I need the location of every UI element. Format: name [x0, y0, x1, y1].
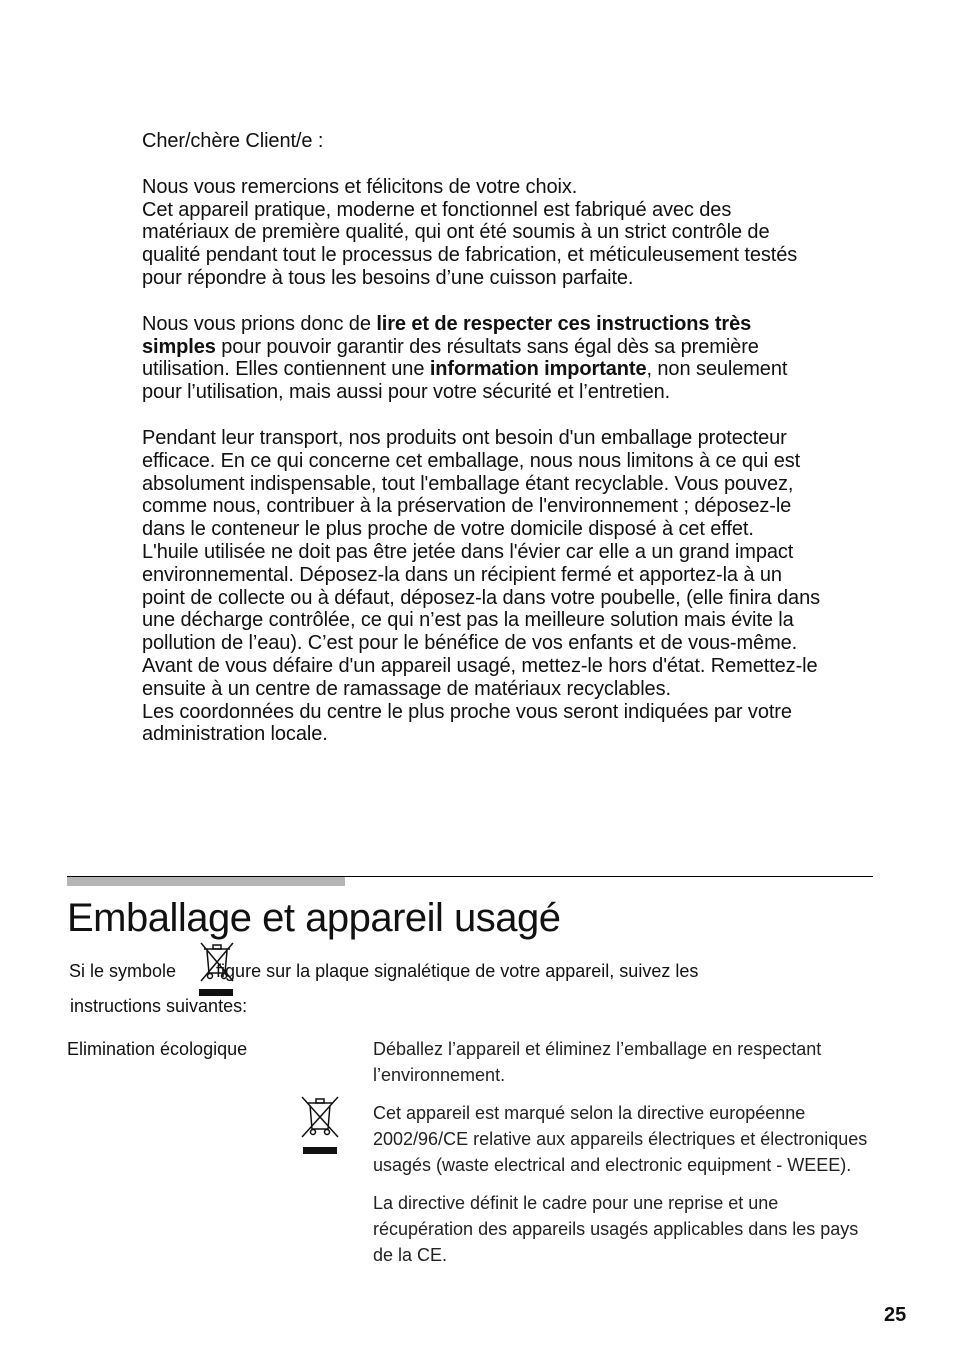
instructions-paragraph: Nous vous prions donc de lire et de respecter ces instructions très simples pour pouvoir garantir des résultats sans égal dès sa première utilisation. Elles contiennent une information importante, non seulement pour l’utilisation, mais aussi pour votre sécurité et l’entretien.: [142, 312, 788, 404]
weee-bin-icon: [300, 1095, 340, 1157]
intro-text: [142, 130, 822, 746]
quality-paragraph: Cet appareil pratique, moderne et fonctionnel est fabriqué avec des matériaux de première qualité, qui ont été soumis à un strict contrôle de qualité pendant tout le processus de fabrication, et méticuleusement testés pour répondre à tous les besoins d’une cuisson parfaite.: [142, 198, 798, 289]
bold-important-info: information importante: [429, 358, 647, 381]
weee-bin-icon: [198, 941, 236, 999]
directive-scope-paragraph: La directive définit le cadre pour une reprise et une récupération des appareils usagés applicables dans les pays de la CE.: [373, 1193, 859, 1265]
symbol-sentence-line2: instructions suivantes:: [70, 996, 248, 1016]
page-number: 25: [884, 1304, 907, 1326]
unpack-paragraph: Déballez l’appareil et éliminez l’emballage en respectant l’environnement.: [373, 1039, 822, 1085]
thanks-line: Nous vous remercions et félicitons de votre choix.: [142, 175, 578, 198]
local-admin-paragraph: Les coordonnées du centre le plus proche vous seront indiquées par votre administration locale.: [142, 700, 792, 746]
greeting: Cher/chère Client/e :: [142, 130, 324, 152]
eco-disposal-label: Elimination écologique: [67, 1039, 248, 1059]
section-title: Emballage et appareil usagé: [67, 896, 561, 940]
section-divider-accent: [67, 877, 345, 886]
weee-directive-paragraph: Cet appareil est marqué selon la directive européenne 2002/96/CE relative aux appareils électriques et électroniques usagés (waste electrical and electronic equipment - WEEE).: [373, 1103, 868, 1175]
symbol-sentence: [69, 958, 869, 984]
eco-disposal-details: [373, 1036, 883, 1280]
bold-read-instructions: lire et de respecter ces instructions très simples: [142, 312, 752, 358]
disposal-paragraph: Avant de vous défaire d'un appareil usagé, mettez-le hors d'état. Remettez-le ensuite à un centre de ramassage de matériaux recyclables.: [142, 654, 818, 700]
symbol-before-text: Si le symbole: [69, 961, 177, 981]
oil-paragraph: L'huile utilisée ne doit pas être jetée dans l'évier car elle a un grand impact environnemental. Déposez-la dans un récipient fermé et apportez-la à un point de collecte ou à défaut, déposez-la dans votre poubelle, (elle finira dans une décharge contrôlée, ce qui n’est pas la meilleure solution mais évite la pollution de l’eau). C’est pour le bénéfice de vos enfants et de vous-même.: [142, 540, 821, 655]
packaging-paragraph: Pendant leur transport, nos produits ont besoin d'un emballage protecteur efficace. En ce qui concerne cet emballage, nous nous limitons à ce qui est absolument indispensable, tout l'emballage étant recyclable. Vous pouvez, comme nous, contribuer à la préservation de l'environnement ; déposez-le dans le conteneur le plus proche de votre domicile disposé à cet effet.: [142, 426, 801, 541]
symbol-after-text: figure sur la plaque signalétique de votre appareil, suivez les: [216, 961, 699, 981]
